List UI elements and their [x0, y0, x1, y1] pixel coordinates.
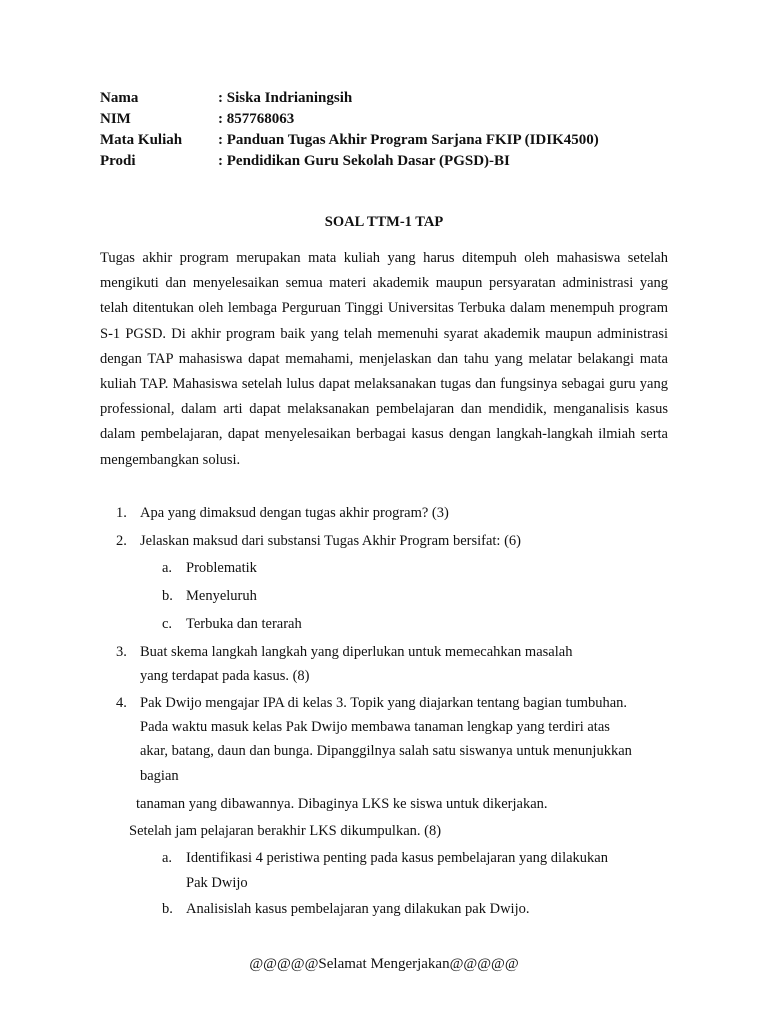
- document-title: SOAL TTM-1 TAP: [324, 214, 444, 230]
- identity-value: : Panduan Tugas Akhir Program Sarjana FKIP (IDIK4500): [218, 132, 599, 148]
- question-4-text: Pak Dwijo mengajar IPA di kelas 3. Topik yang diajarkan tentang bagian tumbuhan.: [140, 695, 628, 711]
- sub-item-text: Menyeluruh: [186, 588, 257, 604]
- intro-paragraph: Tugas akhir program merupakan mata kuliah yang harus ditempuh oleh mahasiswa setelah mengikuti dan menyelesaikan semua materi akademik maupun persyaratan administrasi yang telah ditentukan oleh lembaga Perguruan Tinggi Universitas Terbuka dalam menempuh program S-1 PGSD. Di akhir program baik yang telah memenuhi syarat akademik maupun administrasi dengan TAP mahasiswa dapat memahami, menjelaskan dan tahu yang melatar belakangi mata kuliah TAP. Mahasiswa setelah lulus dapat melaksanakan tugas dan fungsinya sebagai guru yang professional, dalam arti dapat melaksanakan pembelajaran dan mendidik, menganalisis kasus dalam pembelajaran, dapat menyelesaikan berbagai kasus dengan langkah-langkah ilmiah serta mengembangkan solusi.: [100, 250, 668, 468]
- identity-label: Nama: [100, 90, 139, 106]
- sub-item-number: b.: [162, 588, 173, 604]
- question-number: 4.: [116, 695, 127, 711]
- sub-item-text: Problematik: [186, 560, 257, 576]
- question-3-text: yang terdapat pada kasus. (8): [140, 668, 310, 684]
- identity-row-nim: [100, 109, 599, 130]
- identity-value: : 857768063: [218, 111, 295, 127]
- sub-item-text: Analisislah kasus pembelajaran yang dilakukan pak Dwijo.: [186, 901, 530, 917]
- question-number: 1.: [116, 505, 127, 521]
- sub-item-number: a.: [162, 850, 173, 866]
- identity-block: [100, 88, 599, 172]
- question-2-text: Jelaskan maksud dari substansi Tugas Akhir Program bersifat: (6): [140, 533, 521, 549]
- identity-label: Prodi: [100, 153, 136, 169]
- sub-item-text: Terbuka dan terarah: [186, 616, 302, 632]
- question-4-text: bagian: [140, 768, 179, 784]
- question-4-text: tanaman yang dibawannya. Dibaginya LKS ke siswa untuk dikerjakan.: [136, 796, 548, 812]
- question-3-text: Buat skema langkah langkah yang diperlukan untuk memecahkan masalah: [140, 644, 573, 660]
- closing-greeting: @@@@@Selamat Mengerjakan@@@@@: [249, 956, 519, 972]
- question-4-text: akar, batang, daun dan bunga. Dipanggilnya salah satu siswanya untuk menunjukkan: [140, 743, 632, 759]
- identity-value: : Pendidikan Guru Sekolah Dasar (PGSD)-BI: [218, 153, 510, 169]
- question-4-text: Setelah jam pelajaran berakhir LKS dikumpulkan. (8): [129, 823, 442, 839]
- question-1-text: Apa yang dimaksud dengan tugas akhir program? (3): [140, 505, 449, 521]
- question-number: 3.: [116, 644, 127, 660]
- sub-item-number: a.: [162, 560, 173, 576]
- identity-value: : Siska Indrianingsih: [218, 90, 353, 106]
- sub-item-text: Identifikasi 4 peristiwa penting pada kasus pembelajaran yang dilakukan: [186, 850, 608, 866]
- identity-row-nama: [100, 88, 599, 109]
- question-4-text: Pada waktu masuk kelas Pak Dwijo membawa tanaman lengkap yang terdiri atas: [140, 719, 610, 735]
- sub-item-number: b.: [162, 901, 173, 917]
- sub-item-text: Pak Dwijo: [186, 875, 248, 891]
- identity-row-prodi: [100, 151, 599, 172]
- identity-row-mata-kuliah: [100, 130, 599, 151]
- question-number: 2.: [116, 533, 127, 549]
- identity-label: NIM: [100, 111, 131, 127]
- identity-label: Mata Kuliah: [100, 132, 183, 148]
- sub-item-number: c.: [162, 616, 173, 632]
